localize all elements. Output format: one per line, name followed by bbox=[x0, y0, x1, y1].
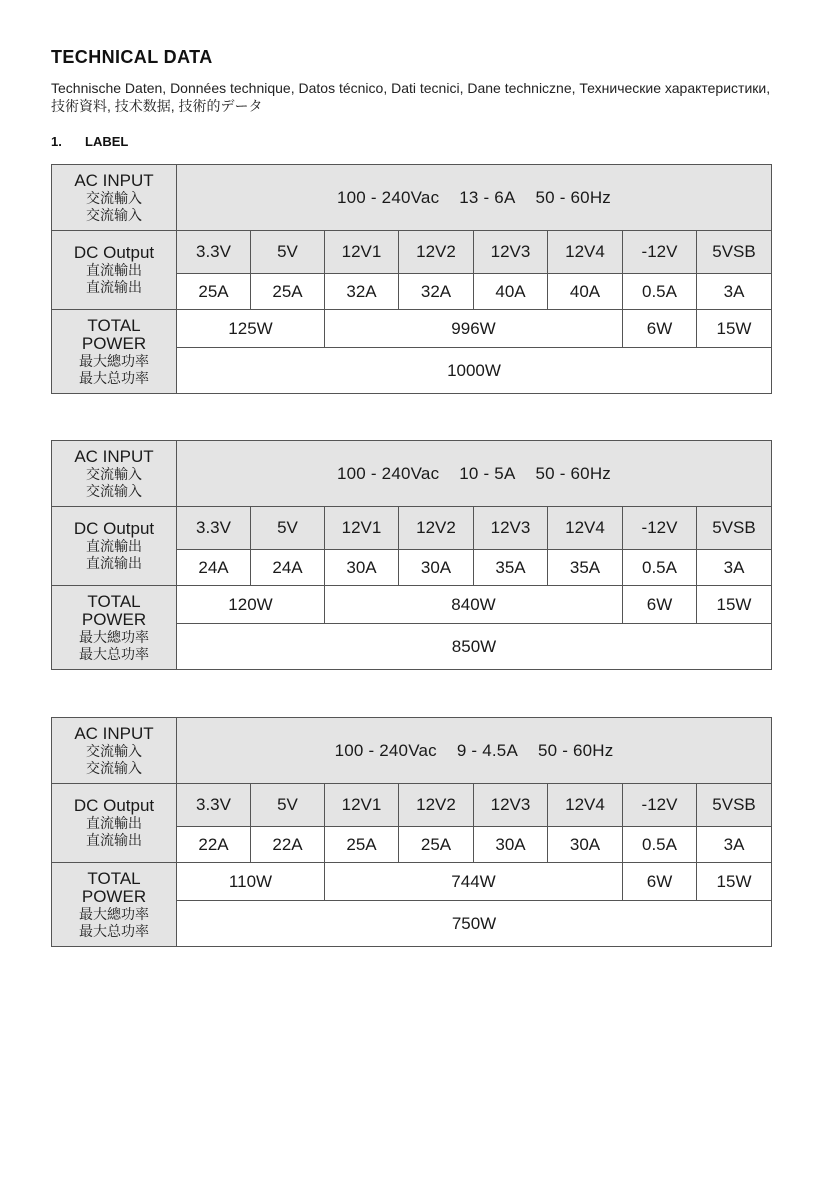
dc-output-label-zh-simp: 直流输出 bbox=[86, 832, 142, 848]
ac-input-value bbox=[177, 165, 772, 231]
ac-input-row bbox=[52, 165, 772, 231]
current-cell: 25A bbox=[399, 827, 474, 863]
dc-output-label-zh-simp: 直流输出 bbox=[86, 279, 142, 295]
rail-cell: 5V bbox=[251, 784, 325, 827]
page-title: TECHNICAL DATA bbox=[51, 47, 213, 67]
ac-input-row bbox=[52, 441, 772, 507]
rail-cell: -12V bbox=[623, 507, 697, 550]
ac-input-label bbox=[52, 441, 177, 507]
section-title: LABEL bbox=[85, 134, 129, 149]
power-rail-row bbox=[52, 310, 772, 348]
current-cell: 3A bbox=[697, 827, 772, 863]
power-neg12v: 6W bbox=[623, 586, 697, 624]
current-cell: 30A bbox=[325, 550, 399, 586]
current-cell: 30A bbox=[548, 827, 623, 863]
current-cell: 24A bbox=[177, 550, 251, 586]
dc-rail-row bbox=[52, 507, 772, 550]
rail-cell: -12V bbox=[623, 784, 697, 827]
rail-cell: 12V4 bbox=[548, 784, 623, 827]
total-power-label-zh-simp: 最大总功率 bbox=[79, 922, 149, 939]
rail-cell: 12V3 bbox=[474, 784, 548, 827]
current-cell: 25A bbox=[325, 827, 399, 863]
ac-current: 9 - 4.5A bbox=[456, 740, 518, 760]
dc-output-label-en: DC Output bbox=[73, 796, 155, 815]
current-cell: 30A bbox=[474, 827, 548, 863]
ac-input-label-zh-simp: 交流输入 bbox=[86, 206, 142, 223]
ac-input-label-zh-simp: 交流输入 bbox=[86, 759, 142, 776]
current-cell: 0.5A bbox=[623, 550, 697, 586]
current-cell: 32A bbox=[325, 274, 399, 310]
ac-input-value bbox=[177, 441, 772, 507]
power-5vsb: 15W bbox=[697, 310, 772, 348]
total-power-label-zh-trad: 最大總功率 bbox=[79, 905, 149, 922]
page-subtitle: Technische Daten, Données technique, Datos técnico, Dati tecnici, Dane techniczne, Технические характеристики, 技術資料, 技术数据, 技術的データ bbox=[51, 80, 771, 114]
current-cell: 3A bbox=[697, 274, 772, 310]
total-power-label-en-1: TOTAL bbox=[87, 591, 141, 611]
rail-cell: 3.3V bbox=[177, 507, 251, 550]
rail-cell: 12V3 bbox=[474, 507, 548, 550]
total-power-label-zh-simp: 最大总功率 bbox=[79, 369, 149, 386]
ac-input-label-zh-trad: 交流輸入 bbox=[86, 742, 142, 759]
ac-voltage: 100 - 240Vac bbox=[337, 187, 440, 207]
ac-current: 10 - 5A bbox=[459, 463, 516, 483]
power-rail-row bbox=[52, 586, 772, 624]
power-total: 750W bbox=[177, 901, 772, 947]
ac-frequency: 50 - 60Hz bbox=[535, 463, 612, 483]
ac-input-label-en: AC INPUT bbox=[74, 723, 154, 743]
dc-output-label bbox=[52, 231, 177, 310]
spec-table-3 bbox=[51, 717, 772, 947]
dc-rail-row bbox=[52, 784, 772, 827]
dc-output-label bbox=[52, 784, 177, 863]
current-cell: 25A bbox=[251, 274, 325, 310]
ac-current: 13 - 6A bbox=[459, 187, 516, 207]
total-power-label bbox=[52, 310, 177, 394]
ac-frequency: 50 - 60Hz bbox=[535, 187, 612, 207]
rail-cell: 5VSB bbox=[697, 507, 772, 550]
rail-cell: 3.3V bbox=[177, 784, 251, 827]
rail-cell: 5VSB bbox=[697, 784, 772, 827]
current-cell: 24A bbox=[251, 550, 325, 586]
current-cell: 22A bbox=[177, 827, 251, 863]
rail-cell: 3.3V bbox=[177, 231, 251, 274]
total-power-label bbox=[52, 863, 177, 947]
total-power-label bbox=[52, 586, 177, 670]
total-power-label-en-2: POWER bbox=[81, 333, 147, 353]
power-12v-rails: 840W bbox=[325, 586, 623, 624]
rail-cell: 12V2 bbox=[399, 784, 474, 827]
total-power-label-en-2: POWER bbox=[81, 609, 147, 629]
dc-output-label-zh-trad: 直流輸出 bbox=[86, 262, 142, 278]
ac-input-label-en: AC INPUT bbox=[74, 170, 154, 190]
total-power-label-zh-trad: 最大總功率 bbox=[79, 352, 149, 369]
power-total: 1000W bbox=[177, 348, 772, 394]
rail-cell: 12V1 bbox=[325, 507, 399, 550]
spec-table-2 bbox=[51, 440, 772, 670]
power-total: 850W bbox=[177, 624, 772, 670]
power-5vsb: 15W bbox=[697, 586, 772, 624]
ac-input-label-zh-trad: 交流輸入 bbox=[86, 189, 142, 206]
ac-voltage: 100 - 240Vac bbox=[334, 740, 437, 760]
total-power-label-en-1: TOTAL bbox=[87, 315, 141, 335]
section-number: 1. bbox=[51, 134, 62, 149]
power-neg12v: 6W bbox=[623, 863, 697, 901]
current-cell: 0.5A bbox=[623, 274, 697, 310]
current-cell: 0.5A bbox=[623, 827, 697, 863]
current-cell: 30A bbox=[399, 550, 474, 586]
current-cell: 32A bbox=[399, 274, 474, 310]
section-heading bbox=[51, 134, 128, 149]
ac-voltage: 100 - 240Vac bbox=[337, 463, 440, 483]
power-rail-row bbox=[52, 863, 772, 901]
current-cell: 3A bbox=[697, 550, 772, 586]
dc-rail-row bbox=[52, 231, 772, 274]
dc-output-label-zh-trad: 直流輸出 bbox=[86, 538, 142, 554]
total-power-label-zh-trad: 最大總功率 bbox=[79, 628, 149, 645]
current-cell: 35A bbox=[548, 550, 623, 586]
power-5vsb: 15W bbox=[697, 863, 772, 901]
power-low-rails: 120W bbox=[177, 586, 325, 624]
ac-input-label-zh-simp: 交流输入 bbox=[86, 482, 142, 499]
rail-cell: 5VSB bbox=[697, 231, 772, 274]
power-low-rails: 110W bbox=[177, 863, 325, 901]
dc-output-label-zh-simp: 直流输出 bbox=[86, 555, 142, 571]
current-cell: 40A bbox=[474, 274, 548, 310]
ac-input-value bbox=[177, 718, 772, 784]
current-cell: 40A bbox=[548, 274, 623, 310]
rail-cell: 12V3 bbox=[474, 231, 548, 274]
rail-cell: 12V1 bbox=[325, 784, 399, 827]
ac-frequency: 50 - 60Hz bbox=[537, 740, 614, 760]
rail-cell: 12V1 bbox=[325, 231, 399, 274]
power-12v-rails: 996W bbox=[325, 310, 623, 348]
power-low-rails: 125W bbox=[177, 310, 325, 348]
power-12v-rails: 744W bbox=[325, 863, 623, 901]
ac-input-label bbox=[52, 165, 177, 231]
rail-cell: 12V4 bbox=[548, 507, 623, 550]
current-cell: 35A bbox=[474, 550, 548, 586]
rail-cell: 12V2 bbox=[399, 507, 474, 550]
total-power-label-zh-simp: 最大总功率 bbox=[79, 645, 149, 662]
rail-cell: 12V2 bbox=[399, 231, 474, 274]
rail-cell: 5V bbox=[251, 231, 325, 274]
total-power-label-en-1: TOTAL bbox=[87, 868, 141, 888]
ac-input-row bbox=[52, 718, 772, 784]
total-power-label-en-2: POWER bbox=[81, 886, 147, 906]
dc-output-label-zh-trad: 直流輸出 bbox=[86, 815, 142, 831]
spec-table-1 bbox=[51, 164, 772, 394]
dc-output-label-en: DC Output bbox=[73, 519, 155, 538]
dc-output-label-en: DC Output bbox=[73, 243, 155, 262]
rail-cell: -12V bbox=[623, 231, 697, 274]
rail-cell: 12V4 bbox=[548, 231, 623, 274]
power-neg12v: 6W bbox=[623, 310, 697, 348]
ac-input-label bbox=[52, 718, 177, 784]
ac-input-label-zh-trad: 交流輸入 bbox=[86, 465, 142, 482]
current-cell: 25A bbox=[177, 274, 251, 310]
rail-cell: 5V bbox=[251, 507, 325, 550]
current-cell: 22A bbox=[251, 827, 325, 863]
dc-output-label bbox=[52, 507, 177, 586]
ac-input-label-en: AC INPUT bbox=[74, 446, 154, 466]
